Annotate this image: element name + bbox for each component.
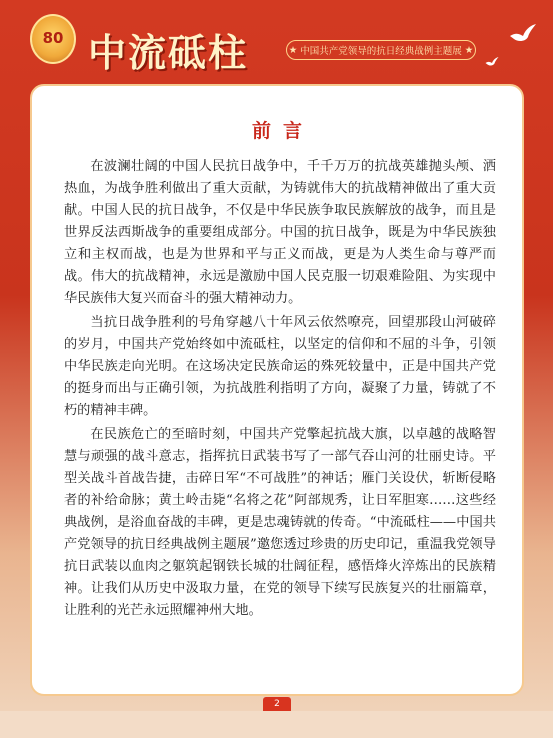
- page-number: 2: [263, 697, 291, 711]
- preface-paragraph: 当抗日战争胜利的号角穿越八十年风云依然嘹亮，回望那段山河破碎的岁月，中国共产党始终如中流砥柱，以坚定的信仰和不屈的斗争，引领中华民族走向光明。在这场决定民族命运的殊死较量中，正是中国共产党的挺身而出与正确引领，为抗战胜利指明了方向，凝聚了力量，铸就了不朽的精神丰碑。: [64, 315, 496, 418]
- preface-paragraph: 在波澜壮阔的中国人民抗日战争中，千千万万的抗战英雄抛头颅、洒热血，为战争胜利做出了重大贡献，为铸就伟大的抗战精神做出了重大贡献。中国人民的抗日战争，不仅是中华民族争取民族解放的战争，而且是世界反法西斯战争的重要组成部分。中国的抗日战争，既是为中华民族独立和主权而战，也是为世界和平与正义而战，更是为人类生命与尊严而战。伟大的抗战精神，永远是激励中国人民克服一切艰难险阻、为实现中华民族伟大复兴而奋斗的强大精神动力。: [64, 159, 496, 306]
- preface-paragraph: 在民族危亡的至暗时刻，中国共产党擎起抗战大旗，以卓越的战略智慧与顽强的战斗意志，指挥抗日武装书写了一部气吞山河的壮丽史诗。平型关战斗首战告捷，击碎日军“不可战胜”的神话；雁门关设伏，斩断侵略者的补给命脉；黄土岭击毙“名将之花”阿部规秀，让日军胆寒……这些经典战例，是浴血奋战的丰碑，更是忠魂铸就的传奇。“中流砥柱——中国共产党领导的抗日经典战例主题展”邀您透过珍贵的历史印记，重温我党领导抗日武装以血肉之躯筑起钢铁长城的壮阔征程，感悟烽火淬炼出的民族精神。让我们从历史中汲取力量，在党的领导下续写民族复兴的壮丽篇章，让胜利的光芒永远照耀神州大地。: [64, 427, 496, 618]
- star-icon: ★: [288, 44, 298, 56]
- preface-title: 前言: [251, 120, 314, 142]
- preface-panel: [30, 84, 524, 696]
- banner-title: 中流砥柱: [88, 31, 249, 75]
- emblem-number: 80: [42, 29, 64, 47]
- footer-strip: [0, 711, 553, 738]
- header-banner: [0, 0, 553, 80]
- star-icon: ★: [464, 44, 474, 56]
- preface-body: [64, 156, 496, 624]
- dove-icon: [508, 22, 538, 46]
- subtitle-text: 中国共产党领导的抗日经典战例主题展: [300, 46, 462, 57]
- dove-icon: [484, 56, 500, 68]
- subtitle-bar: [286, 40, 476, 60]
- anniversary-emblem-icon: [30, 14, 76, 64]
